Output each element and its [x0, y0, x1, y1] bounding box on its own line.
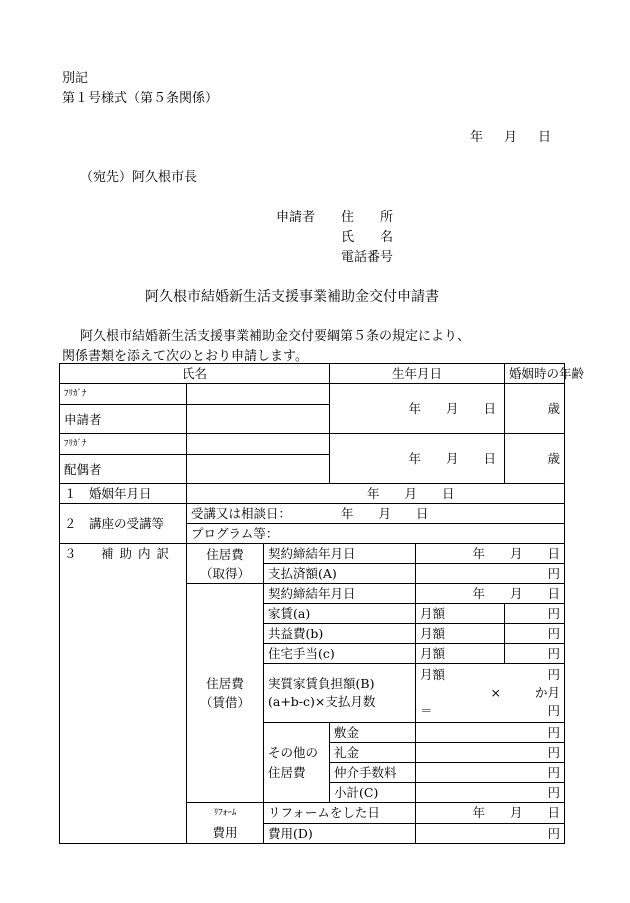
spouse-name-field[interactable]	[187, 455, 330, 484]
agent-fee-field[interactable]: 円	[416, 763, 565, 783]
actual-rent-line-2: (a+b-c)×支払月数	[268, 694, 376, 709]
header-age: 婚姻時の年齢	[505, 364, 565, 384]
reform-date-field[interactable]: 年 月 日	[416, 803, 565, 824]
intro-line-1: 阿久根市結婚新生活支援事業補助金交付要綱第５条の規定により、	[80, 329, 471, 344]
header-name: 氏名	[60, 364, 330, 384]
paid-amount-label: 支払済額(A)	[264, 564, 416, 584]
housing-allowance-label: 住宅手当(c)	[264, 644, 416, 664]
other-housing-label	[264, 723, 330, 803]
program-field[interactable]: プログラム等：	[187, 524, 565, 544]
common-fee-monthly-label: 月額	[416, 624, 505, 644]
applicant-name-field[interactable]	[187, 405, 330, 434]
course-date-field[interactable]	[187, 504, 565, 524]
housing-purchase-line-1: 住居費	[206, 546, 244, 562]
reform-cost-field[interactable]: 円	[416, 823, 565, 844]
housing-allowance-field[interactable]: 円	[505, 644, 565, 664]
address-label: 住 所	[341, 210, 394, 225]
purchase-contract-date-label: 契約締結年月日	[264, 544, 416, 564]
actual-rent-calc-line-2	[420, 684, 560, 702]
actual-rent-calc-line-1	[420, 666, 560, 684]
course-label: ２ 講座の受講等	[60, 504, 187, 544]
course-date-ymd: 年 月 日	[341, 506, 429, 521]
application-date: 年 月 日	[470, 130, 556, 145]
reform-line-1: ﾘﾌｫｰﾑ	[213, 808, 237, 818]
header-birthdate: 生年月日	[330, 364, 505, 384]
phone-label: 電話番号	[341, 250, 394, 265]
reform-cost-label: 費用(D)	[264, 823, 416, 844]
reform-label	[187, 803, 264, 844]
application-table	[59, 363, 585, 844]
housing-rent-line-1: 住居費	[206, 676, 244, 691]
addressee: （宛先）阿久根市長	[80, 170, 198, 185]
key-money-field[interactable]: 円	[416, 743, 565, 763]
housing-allowance-monthly-label: 月額	[416, 644, 505, 664]
spouse-furigana-field[interactable]	[187, 434, 330, 455]
housing-rent-line-2: （賃借）	[199, 695, 250, 710]
course-date-label: 受講又は相談日：	[191, 506, 292, 521]
actual-rent-label	[264, 664, 416, 723]
actual-rent-yen-1: 円	[547, 667, 561, 682]
reform-line-2: 費用	[212, 825, 238, 840]
other-housing-line-1: その他の	[268, 744, 319, 760]
spouse-birthdate[interactable]: 年 月 日	[330, 434, 505, 484]
rent-field[interactable]: 円	[505, 604, 565, 624]
applicant-label: 申請者	[60, 405, 187, 434]
spouse-furigana-label: ﾌﾘｶﾞﾅ	[60, 434, 187, 455]
housing-rent-label	[187, 584, 264, 803]
other-housing-line-2: 住居費	[268, 764, 306, 780]
actual-rent-yen-2: 円	[547, 703, 561, 718]
applicant-birthdate[interactable]: 年 月 日	[330, 384, 505, 434]
housing-purchase-line-2: （取得）	[199, 565, 250, 581]
applicant-age[interactable]: 歳	[505, 384, 565, 434]
form-number: 第１号様式（第５条関係）	[62, 91, 219, 106]
applicant-heading: 申請者	[276, 210, 316, 225]
purchase-contract-date[interactable]: 年 月 日	[416, 544, 565, 564]
intro-line-2: 関係書類を添えて次のとおり申請します。	[62, 349, 308, 364]
subsidy-breakdown-label: ３ 補助内訳	[60, 544, 187, 844]
housing-purchase-label	[187, 544, 264, 584]
rent-label: 家賃(a)	[264, 604, 416, 624]
key-money-label: 礼金	[330, 743, 416, 763]
actual-rent-line-1: 実質家賃負担額(B)	[268, 676, 375, 691]
subtotal-field[interactable]: 円	[416, 783, 565, 803]
rent-monthly-label: 月額	[416, 604, 505, 624]
page-title: 阿久根市結婚新生活支援事業補助金交付申請書	[145, 289, 439, 305]
equals-sign: ＝	[420, 703, 433, 718]
marriage-date-field[interactable]: 年 月 日	[187, 484, 565, 504]
paid-amount-field[interactable]: 円	[416, 564, 565, 584]
bekki-label: 別記	[62, 71, 89, 86]
deposit-field[interactable]: 円	[416, 723, 565, 743]
actual-rent-calc[interactable]	[416, 664, 565, 723]
applicant-furigana-field[interactable]	[187, 384, 330, 405]
rent-contract-date[interactable]: 年 月 日	[416, 584, 565, 604]
marriage-date-label: １ 婚姻年月日	[60, 484, 187, 504]
spouse-age[interactable]: 歳	[505, 434, 565, 484]
actual-rent-calc-line-3	[420, 702, 560, 720]
applicant-furigana-label: ﾌﾘｶﾞﾅ	[60, 384, 187, 405]
subtotal-label: 小計(C)	[330, 783, 416, 803]
agent-fee-label: 仲介手数料	[330, 763, 416, 783]
rent-contract-date-label: 契約締結年月日	[264, 584, 416, 604]
times-sign: ×	[490, 685, 502, 700]
actual-rent-monthly-label: 月額	[420, 667, 446, 682]
months-label: か月	[535, 685, 561, 700]
reform-date-label: リフォームをした日	[264, 803, 416, 824]
spouse-label: 配偶者	[60, 455, 187, 484]
name-label: 氏 名	[341, 230, 394, 245]
common-fee-label: 共益費(b)	[264, 624, 416, 644]
deposit-label: 敷金	[330, 723, 416, 743]
common-fee-field[interactable]: 円	[505, 624, 565, 644]
